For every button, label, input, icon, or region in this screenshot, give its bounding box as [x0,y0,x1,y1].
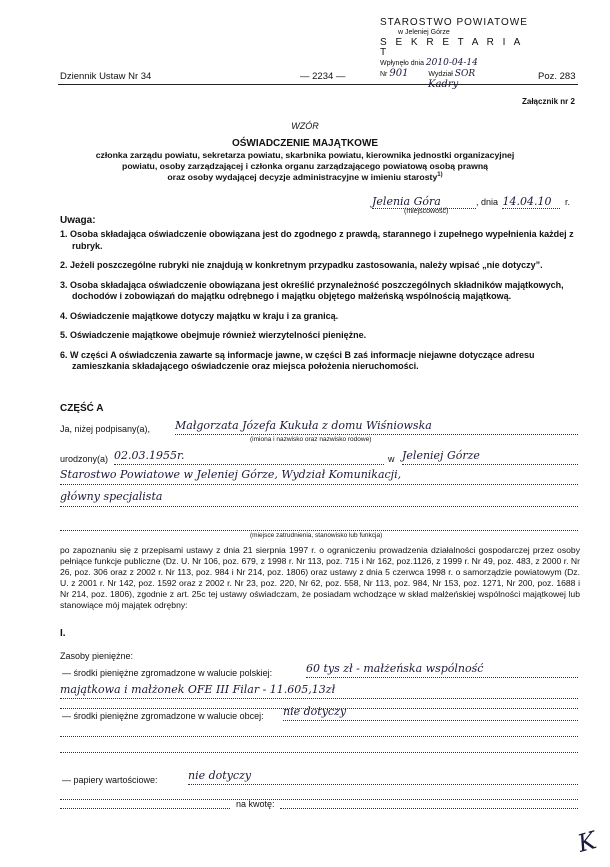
foreign-currency-value[interactable]: nie dotyczy [283,705,578,721]
pln-value-1[interactable]: 60 tys zł - małżeńska wspólność [306,662,578,678]
note-item: 3. Osoba składająca oświadczenie obowiązana jest określić przynależność poszczególnych składników majątkowych, dochodów i zobowiązań do majątku odrębnego i majątku objętego małżeńską wspólnością majątkową. [60,279,564,301]
part-a-title: CZĘŚĆ A [60,403,104,414]
pln-value-2[interactable]: majątkowa i małżonek OFE III Filar - 11.605,13zł [60,683,578,699]
born-in-label: w [388,454,395,464]
place-date-line [372,192,572,208]
year-suffix: r. [564,197,570,207]
registry-stamp [380,17,530,90]
stamp-line1: STAROSTWO POWIATOWE [380,17,528,28]
page-number: — 2234 — [300,71,346,82]
stamp-received-value: 2010-04-14 [425,58,478,68]
stamp-signature: Kadry [428,79,459,90]
birth-place[interactable]: Jeleniej Górze [402,449,578,465]
stamp-dept-label: Wydział [428,71,453,78]
date-label: , dnia [476,197,499,207]
note-item: 2. Jeżeli poszczególne rubryki nie znajdują w konkretnym przypadku zastosowania, należy wpisać „nie dotyczy”. [60,260,543,270]
note-item: 5. Oświadczenie majątkowe obejmuje również wierzytelności pieniężne. [60,330,367,340]
foreign-extra-line-2[interactable] [60,752,578,753]
form-subtitle-3: oraz osoby wydającej decyzje administracyjne w imieniu starosty$^{1)}$ [167,172,443,182]
pln-label: — środki pieniężne zgromadzone w walucie polskiej: [62,668,273,678]
birth-date[interactable]: 02.03.1955r. [114,449,384,465]
journal-title: Dziennik Ustaw Nr 34 [60,71,152,82]
footnote-ref: 1) [437,172,443,179]
header-rule [58,84,578,85]
form-wzor: WZÓR [291,121,319,131]
place-value[interactable]: Jelenia Góra [372,195,476,209]
form-subtitle-1: członka zarządu powiatu, sekretarza powiatu, skarbnika powiatu, kierownika jednostki organizacyjnej [95,150,515,160]
legal-basis-text: po zapoznaniu się z przepisami ustawy z dnia 21 sierpnia 1997 r. o ograniczeniu prowadzenia działalności gospodarczej przez osoby pełniące funkcje publiczne (Dz. U. Nr 106, poz. 679, z 1998 r. Nr 113, poz. 715 i Nr 162, poz.1126, z 1999 r. Nr 49, poz. 483, z 2000 r. Nr 26, poz. 306 oraz z 2002 r. Nr 113, poz. 984 i Nr 214, poz. 1806) oraz ustawy z dnia 5 czerwca 1998 r. o samorządzie powiatowym (Dz. U. z 2001 r. Nr 142, poz. 1592 oraz z 2002 r. Nr 23, poz. 220, Nr 62, poz. 558, Nr 113, poz. 984, Nr 153, poz. 1271, Nr 200, poz. 1688 i Nr 214, poz. 1806), zgodnie z art. 25c tej ustawy oświadczam, że posiadam wchodzące w skład małżeńskiej wspólności majątkowej lub stanowiące mój majątek odrębny: [60,545,580,610]
securities-extra-line[interactable] [60,799,578,800]
stamp-line2: w Jeleniej Górze [398,29,450,36]
cash-resources-title: Zasoby pieniężne: [60,651,134,661]
name-caption: (imiona i nazwisko oraz nazwisko rodowe) [250,436,372,443]
section-roman-1: I. [60,628,66,639]
foreign-currency-label: — środki pieniężne zgromadzone w walucie obcej: [62,711,264,721]
employment-line-3[interactable] [60,530,578,531]
securities-value[interactable]: nie dotyczy [188,769,578,785]
position-number: Poz. 283 [538,71,576,82]
employment-caption: (miejsce zatrudnienia, stanowisko lub funkcja) [250,532,383,539]
stamp-nr-value: 901 [389,68,409,79]
note-item: 1. Osoba składająca oświadczenie obowiązana jest do zgodnego z prawdą, starannego i zupełnego wypełnienia każdej z rubryk. [60,229,574,251]
amount-value-line[interactable] [280,808,578,809]
employment-line-2[interactable]: główny specjalista [60,490,578,507]
stamp-nr-label: Nr [380,71,388,78]
declarant-name[interactable]: Małgorzata Józefa Kukuła z domu Wiśniowska [175,419,578,435]
notes-title: Uwaga: [60,215,96,226]
corner-initials: K [574,826,600,858]
employment-line-1[interactable]: Starostwo Powiatowe w Jeleniej Górze, Wydział Komunikacji, [60,468,578,485]
born-label: urodzony(a) [60,454,109,464]
note-item: 6. W części A oświadczenia zawarte są informacje jawne, w części B zaś informacje niejawne dotyczące adresu zamieszkania składającego oświadczenie oraz miejsca położenia nieruchomości. [60,349,535,371]
amount-lead-line [60,808,230,809]
foreign-extra-line-1[interactable] [60,736,578,737]
declarant-label: Ja, niżej podpisany(a), [60,424,151,434]
note-item: 4. Oświadczenie majątkowe dotyczy majątku w kraju i za granicą. [60,310,339,321]
form-heading: OŚWIADCZENIE MAJĄTKOWE [231,138,379,149]
attachment-label: Załącznik nr 2 [522,97,575,106]
securities-label: — papiery wartościowe: [62,775,158,785]
stamp-received-label: Wpłynęło dnia [380,60,424,67]
notes-list [60,229,580,381]
amount-label: na kwotę: [236,799,275,809]
stamp-dept-value: SOR [454,69,476,79]
place-caption: (miejscowość) [404,208,449,215]
form-subtitle-2: powiatu, osoby zarządzającej i członka organu zarządzającego powiatową osobą prawną [122,161,488,171]
date-value[interactable]: 14.04.10 [502,195,560,209]
stamp-line3: S E K R E T A R I A T [380,37,523,58]
